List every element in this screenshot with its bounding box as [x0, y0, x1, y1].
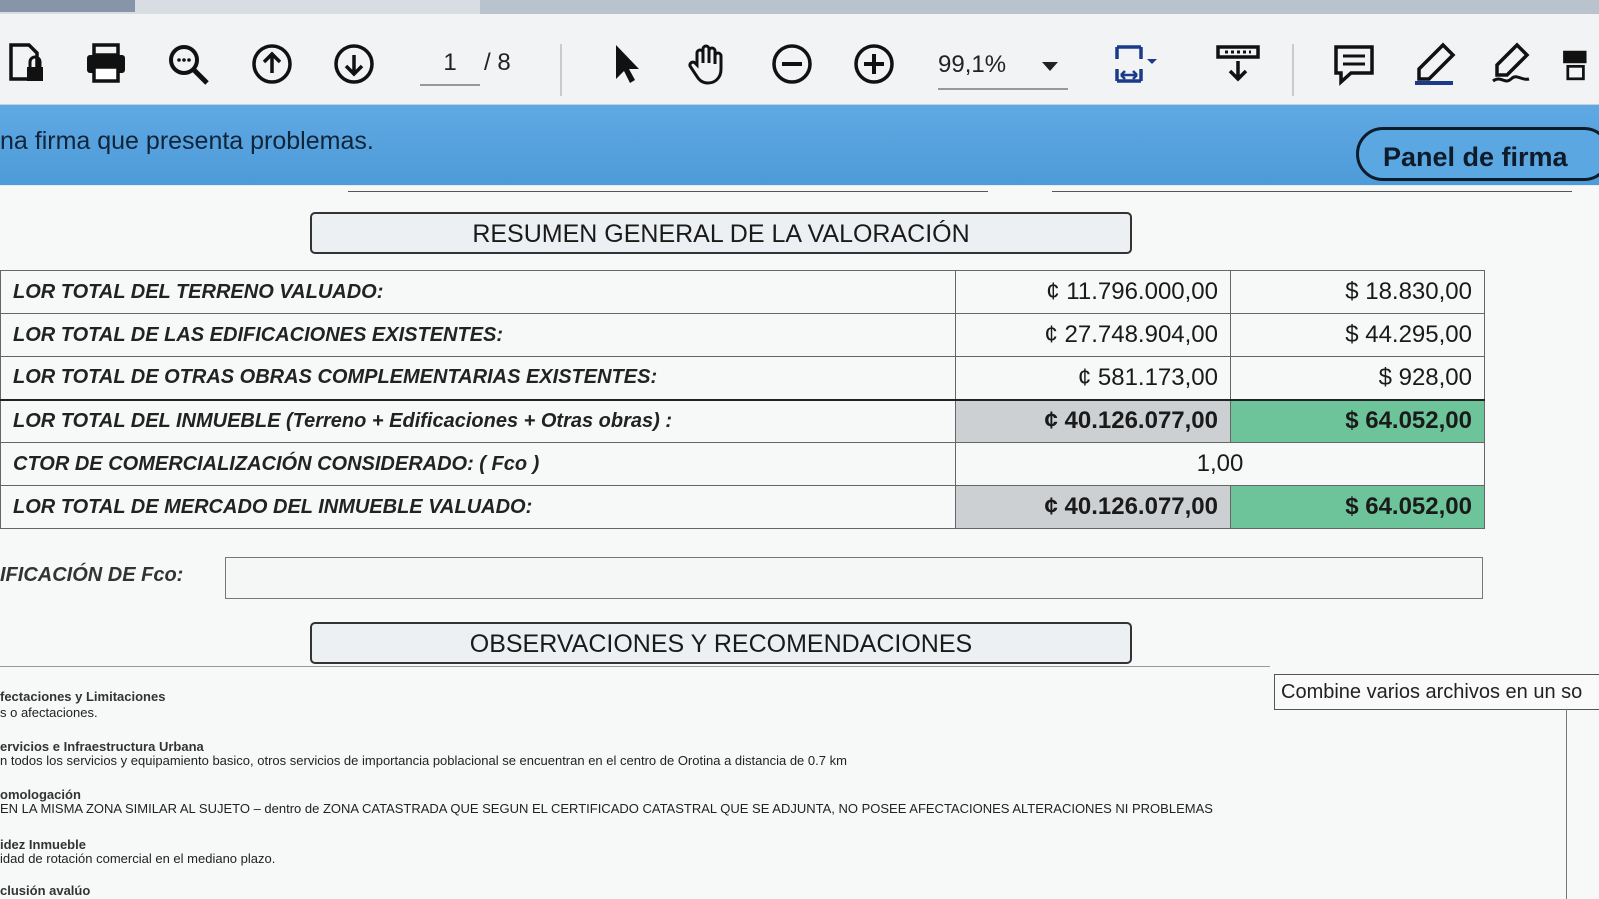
- next-page-icon[interactable]: [326, 36, 382, 92]
- divider-line: [0, 666, 1270, 667]
- row-label: LOR TOTAL DE LAS EDIFICACIONES EXISTENTES:: [1, 314, 956, 357]
- comment-icon[interactable]: [1326, 36, 1382, 92]
- signature-panel-button[interactable]: Panel de firma: [1356, 127, 1599, 181]
- value-colones: ¢ 27.748.904,00: [956, 314, 1231, 357]
- zoom-search-icon[interactable]: [160, 36, 216, 92]
- observation-text: idad de rotación comercial en el mediano plazo.: [0, 851, 276, 866]
- justification-field[interactable]: [225, 557, 1483, 599]
- toolbar: [0, 14, 1599, 105]
- combine-files-tooltip: Combine varios archivos en un so: [1274, 674, 1599, 710]
- toolbar-divider: [560, 44, 562, 96]
- page-total: / 8: [484, 49, 511, 76]
- divider-line: [348, 191, 988, 192]
- tab-bar: [480, 0, 1599, 14]
- hand-tool-icon[interactable]: [680, 36, 736, 92]
- secure-document-icon[interactable]: [0, 36, 56, 92]
- fit-page-icon[interactable]: [1108, 36, 1164, 92]
- highlight-pen-icon[interactable]: [1406, 36, 1462, 92]
- row-label: LOR TOTAL DEL INMUEBLE (Terreno + Edificaciones + Otras obras) :: [1, 400, 956, 443]
- observation-heading: clusión avalúo: [0, 883, 91, 898]
- commercialization-factor-value: 1,00: [956, 443, 1485, 486]
- signature-warning-message: na firma que presenta problemas.: [0, 127, 374, 155]
- observation-heading: idez Inmueble: [0, 837, 86, 852]
- table-row: [1, 271, 1485, 314]
- value-dollars: $ 64.052,00: [1231, 486, 1485, 529]
- table-row: [1, 314, 1485, 357]
- value-dollars: $ 64.052,00: [1231, 400, 1485, 443]
- value-dollars: $ 18.830,00: [1231, 271, 1485, 314]
- sign-icon[interactable]: [1484, 36, 1540, 92]
- tab-active[interactable]: [0, 0, 135, 12]
- zoom-in-icon[interactable]: [846, 36, 902, 92]
- row-label: LOR TOTAL DEL TERRENO VALUADO:: [1, 271, 956, 314]
- value-colones: ¢ 11.796.000,00: [956, 271, 1231, 314]
- value-colones: ¢ 40.126.077,00: [956, 486, 1231, 529]
- value-dollars: $ 928,00: [1231, 357, 1485, 400]
- value-colones: ¢ 40.126.077,00: [956, 400, 1231, 443]
- divider-line: [1052, 191, 1572, 192]
- observation-text: s o afectaciones.: [0, 705, 98, 720]
- print-icon[interactable]: [78, 36, 134, 92]
- select-cursor-icon[interactable]: [596, 36, 652, 92]
- table-row-market: [1, 486, 1485, 529]
- valuation-summary-table: [0, 270, 1485, 529]
- value-dollars: $ 44.295,00: [1231, 314, 1485, 357]
- table-row: [1, 443, 1485, 486]
- value-colones: ¢ 581.173,00: [956, 357, 1231, 400]
- previous-page-icon[interactable]: [244, 36, 300, 92]
- observation-heading: omologación: [0, 787, 81, 802]
- scroll-mode-icon[interactable]: [1210, 36, 1266, 92]
- toolbar-divider: [1292, 44, 1294, 96]
- observation-heading: fectaciones y Limitaciones: [0, 689, 166, 704]
- observation-heading: ervicios e Infraestructura Urbana: [0, 739, 204, 754]
- zoom-out-icon[interactable]: [764, 36, 820, 92]
- right-pane-border: [1566, 709, 1567, 899]
- table-row-total: [1, 400, 1485, 443]
- observation-text: EN LA MISMA ZONA SIMILAR AL SUJETO – dentro de ZONA CATASTRADA QUE SEGUN EL CERTIFICADO CATASTRAL QUE SE ADJUNTA, NO POSEE AFECTACIONES ALTERACIONES NI PROBLEMAS: [0, 801, 1213, 816]
- more-tools-icon[interactable]: [1560, 36, 1599, 92]
- document-page: [0, 186, 1599, 899]
- chevron-down-icon: [1042, 62, 1058, 71]
- justification-label: IFICACIÓN DE Fco:: [0, 564, 184, 586]
- window-top-strip: [0, 0, 1599, 14]
- page-number-input[interactable]: 1: [420, 44, 480, 86]
- observations-section-title: OBSERVACIONES Y RECOMENDACIONES: [310, 622, 1132, 664]
- row-label: CTOR DE COMERCIALIZACIÓN CONSIDERADO: ( Fco ): [1, 443, 956, 486]
- summary-section-title: RESUMEN GENERAL DE LA VALORACIÓN: [310, 212, 1132, 254]
- row-label: LOR TOTAL DE MERCADO DEL INMUEBLE VALUADO:: [1, 486, 956, 529]
- row-label: LOR TOTAL DE OTRAS OBRAS COMPLEMENTARIAS EXISTENTES:: [1, 357, 956, 400]
- observation-text: n todos los servicios y equipamiento basico, otros servicios de importancia poblacional se encuentran en el centro de Orotina a distancia de 0.7 km: [0, 753, 847, 768]
- signature-warning-banner: [0, 105, 1599, 185]
- table-row: [1, 357, 1485, 400]
- zoom-level-select[interactable]: [938, 44, 1068, 90]
- zoom-level-value: 99,1%: [938, 51, 1007, 78]
